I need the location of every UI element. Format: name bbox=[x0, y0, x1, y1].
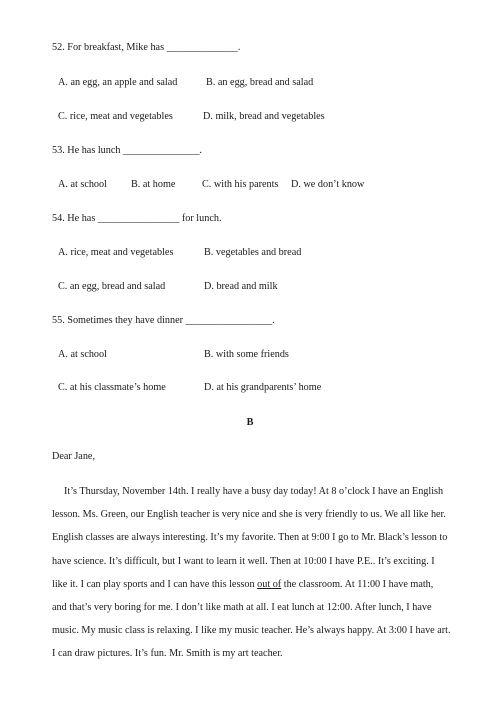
question-53-stem: 53. He has lunch _______________. bbox=[52, 145, 202, 156]
question-55-option-a: A. at school bbox=[58, 349, 107, 360]
question-55-option-b: B. with some friends bbox=[204, 349, 289, 360]
letter-line-7: music. My music class is relaxing. I like my music teacher. He’s always happy. At 3:00 I have art. bbox=[52, 625, 451, 637]
letter-greeting: Dear Jane, bbox=[52, 451, 95, 462]
question-55-option-c: C. at his classmate’s home bbox=[58, 382, 166, 393]
letter-body bbox=[52, 480, 451, 666]
question-52-option-a: A. an egg, an apple and salad bbox=[58, 77, 178, 88]
letter-line-5-start: like it. I can play sports and I can have this lesson bbox=[52, 578, 258, 590]
letter-line-4: have science. It’s difficult, but I want to learn it well. Then at 10:00 I have P.E.. It’s exciting. I bbox=[52, 555, 435, 567]
letter-line-5-end: the classroom. At 11:00 I have math, bbox=[281, 578, 434, 590]
question-53-option-d: D. we don’t know bbox=[291, 179, 365, 190]
letter-line-2: lesson. Ms. Green, our English teacher is very nice and she is very friendly to us. We all like her. bbox=[52, 509, 446, 521]
question-54-option-d: D. bread and milk bbox=[204, 281, 278, 292]
question-54-option-b: B. vegetables and bread bbox=[204, 247, 302, 258]
letter-line-3: English classes are always interesting. It’s my favorite. Then at 9:00 I go to Mr. Black’s lesson to bbox=[52, 532, 448, 544]
question-52-option-b: B. an egg, bread and salad bbox=[206, 77, 314, 88]
letter-line-8: I can draw pictures. It’s fun. Mr. Smith is my art teacher. bbox=[52, 648, 283, 660]
question-53-option-a: A. at school bbox=[58, 179, 107, 190]
question-52-option-c: C. rice, meat and vegetables bbox=[58, 111, 173, 122]
question-54-stem: 54. He has ________________ for lunch. bbox=[52, 213, 222, 224]
question-54-option-a: A. rice, meat and vegetables bbox=[58, 247, 174, 258]
letter-line-6: and that’s very boring for me. I don’t like math at all. I eat lunch at 12:00. After lunch, I have bbox=[52, 602, 432, 614]
question-55-stem: 55. Sometimes they have dinner _________________. bbox=[52, 315, 275, 326]
underlined-phrase: out of bbox=[257, 578, 282, 590]
question-52-stem: 52. For breakfast, Mike has ______________. bbox=[52, 42, 241, 53]
question-52-option-d: D. milk, bread and vegetables bbox=[203, 111, 325, 122]
section-heading: B bbox=[246, 417, 254, 428]
question-53-option-b: B. at home bbox=[131, 179, 176, 190]
question-54-option-c: C. an egg, bread and salad bbox=[58, 281, 166, 292]
question-55-option-d: D. at his grandparents’ home bbox=[204, 382, 322, 393]
question-53-option-c: C. with his parents bbox=[202, 179, 279, 190]
letter-line-5 bbox=[52, 573, 448, 596]
letter-line-1: It’s Thursday, November 14th. I really have a busy day today! At 8 o’clock I have an English bbox=[64, 486, 444, 497]
